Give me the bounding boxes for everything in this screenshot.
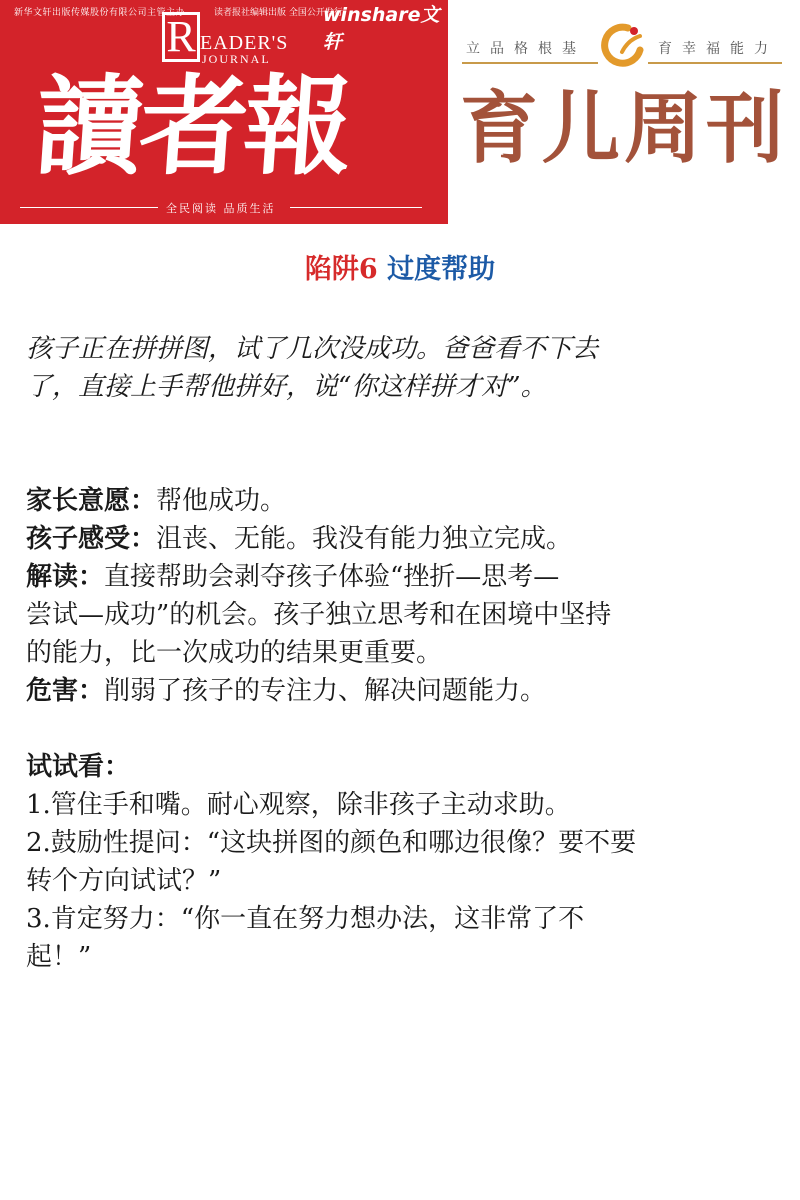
readers-journal-r-logo: R — [162, 12, 200, 62]
interpretation: 解读：直接帮助会剥夺孩子体验“挫折—思考— 尝试—成功”的机会。孩子独立思考和在困境中坚持 的能力，比一次成功的结果更重要。 — [26, 562, 612, 668]
tip-2: 2.鼓励性提问：“这块拼图的颜色和哪边很像？要不要 转个方向试试？” — [26, 828, 637, 896]
weekly-tagline-right: 育幸福能力 — [658, 41, 778, 57]
readers-journal-masthead — [0, 0, 448, 224]
child-feeling-label: 孩子感受： — [26, 524, 157, 554]
article-body — [26, 330, 786, 976]
weekly-title: 育儿周刊 — [460, 84, 789, 174]
winshare-logo: winshare文轩 — [323, 4, 440, 53]
slogan-rule-left — [20, 207, 158, 208]
parent-wish — [26, 482, 786, 520]
section-title — [0, 253, 800, 287]
parent-wish-text: 帮他成功。 — [156, 486, 287, 516]
tagline-rule-left — [462, 62, 598, 64]
section-heading: 过度帮助 — [387, 254, 496, 285]
tagline-rule-right — [648, 62, 782, 64]
scenario-text: 孩子正在拼拼图，试了几次没成功。爸爸看不下去 了，直接上手帮他拼好，说“你这样拼才对”。 — [26, 334, 599, 402]
slogan-rule-right — [290, 207, 422, 208]
publisher-line-2: 读者报社编辑出版 全国公开发行 — [214, 8, 343, 18]
parent-wish-label: 家长意愿： — [26, 486, 157, 516]
harm — [26, 672, 786, 710]
child-feeling-text: 沮丧、无能。我没有能力独立完成。 — [156, 524, 573, 554]
publisher-line: 新华文轩出版传媒股份有限公司主管主办 — [14, 8, 186, 18]
weekly-logo-icon — [598, 22, 646, 70]
tip-1: 1.管住手和嘴。耐心观察，除非孩子主动求助。 — [26, 790, 571, 820]
newspaper-title: 讀者報 — [31, 64, 353, 190]
weekly-tagline-left: 立品格根基 — [466, 41, 586, 57]
tips-heading: 试试看： — [26, 752, 131, 782]
readers-journal-wordmark: EADER'S — [200, 32, 289, 54]
interpretation-label: 解读： — [26, 562, 105, 592]
journal-wordmark: JOURNAL — [202, 52, 271, 66]
tip-3: 3.肯定努力：“你一直在努力想办法，这非常了不 起！” — [26, 904, 585, 972]
section-number: 陷阱6 — [304, 254, 378, 285]
harm-text: 削弱了孩子的专注力、解决问题能力。 — [104, 676, 547, 706]
newspaper-slogan: 全民阅读 品质生活 — [166, 202, 276, 215]
harm-label: 危害： — [26, 676, 105, 706]
child-feeling — [26, 520, 786, 558]
